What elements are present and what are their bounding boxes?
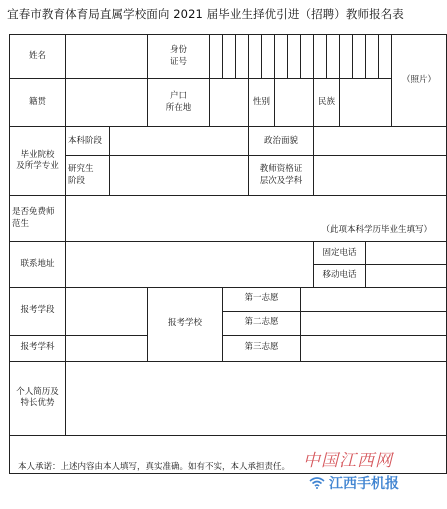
pledge-text: 本人承诺：上述内容由本人填写，真实准确。如有不实，本人承担责任。 bbox=[18, 462, 291, 472]
undergrad-field[interactable] bbox=[110, 127, 249, 156]
second-choice-label: 第二志愿 bbox=[223, 311, 301, 335]
gender-field[interactable] bbox=[275, 79, 314, 127]
hukou-field[interactable] bbox=[210, 79, 249, 127]
first-choice-label: 第一志愿 bbox=[223, 287, 301, 311]
id-number-label: 身份 证号 bbox=[148, 35, 210, 79]
photo-box[interactable] bbox=[392, 35, 447, 127]
teacher-cert-field[interactable] bbox=[314, 156, 447, 196]
second-choice-field[interactable] bbox=[301, 311, 447, 335]
apply-subject-field[interactable] bbox=[66, 335, 148, 361]
id-digit-13[interactable] bbox=[366, 35, 379, 79]
resume-field[interactable] bbox=[66, 361, 447, 435]
native-place-field[interactable] bbox=[66, 79, 148, 127]
id-digit-11[interactable] bbox=[340, 35, 353, 79]
mobile-field[interactable] bbox=[366, 265, 447, 287]
resume-label: 个人简历及 特长优势 bbox=[10, 361, 66, 435]
id-digit-7[interactable] bbox=[288, 35, 301, 79]
address-field[interactable] bbox=[66, 242, 314, 287]
ethnicity-field[interactable] bbox=[340, 79, 392, 127]
mobile-label: 移动电话 bbox=[314, 265, 366, 287]
id-digit-3[interactable] bbox=[236, 35, 249, 79]
watermark-brand: 中国江西网 bbox=[303, 451, 393, 471]
id-digit-6[interactable] bbox=[275, 35, 288, 79]
landline-field[interactable] bbox=[366, 242, 447, 265]
id-digit-2[interactable] bbox=[223, 35, 236, 79]
watermark-app-label: 江西手机报 bbox=[329, 476, 399, 492]
apply-school-label: 报考学校 bbox=[148, 287, 223, 361]
apply-section-field[interactable] bbox=[66, 287, 148, 335]
id-digit-5[interactable] bbox=[262, 35, 275, 79]
photo-label: （照片） bbox=[402, 74, 437, 85]
id-digit-4[interactable] bbox=[249, 35, 262, 79]
id-digit-14[interactable] bbox=[379, 35, 392, 79]
id-digit-10[interactable] bbox=[327, 35, 340, 79]
ethnicity-label: 民族 bbox=[314, 79, 340, 127]
id-digit-9[interactable] bbox=[314, 35, 327, 79]
name-label: 姓名 bbox=[10, 35, 66, 79]
id-digit-1[interactable] bbox=[210, 35, 223, 79]
political-status-field[interactable] bbox=[314, 127, 447, 156]
id-digit-12[interactable] bbox=[353, 35, 366, 79]
undergrad-label: 本科阶段 bbox=[66, 127, 110, 156]
registration-form-table bbox=[9, 34, 447, 474]
apply-section-label: 报考学段 bbox=[10, 287, 66, 335]
hukou-label: 户口 所在地 bbox=[148, 79, 210, 127]
address-label: 联系地址 bbox=[10, 242, 66, 287]
teacher-cert-label: 教师资格证 层次及学科 bbox=[249, 156, 314, 196]
free-normal-student-label: 是否免费师 范生 bbox=[10, 196, 66, 242]
graduate-label: 研究生 阶段 bbox=[66, 156, 110, 196]
landline-label: 固定电话 bbox=[314, 242, 366, 265]
watermark-app bbox=[309, 473, 399, 493]
gender-label: 性别 bbox=[249, 79, 275, 127]
free-normal-note: （此项本科学历毕业生填写） bbox=[321, 224, 433, 235]
id-digit-8[interactable] bbox=[301, 35, 314, 79]
school-major-label: 毕业院校 及所学专业 bbox=[10, 127, 66, 196]
wifi-icon bbox=[309, 477, 325, 489]
third-choice-label: 第三志愿 bbox=[223, 335, 301, 361]
graduate-field[interactable] bbox=[110, 156, 249, 196]
political-status-label: 政治面貌 bbox=[249, 127, 314, 156]
name-field[interactable] bbox=[66, 35, 148, 79]
free-normal-student-field[interactable] bbox=[66, 196, 447, 242]
native-place-label: 籍贯 bbox=[10, 79, 66, 127]
first-choice-field[interactable] bbox=[301, 287, 447, 311]
third-choice-field[interactable] bbox=[301, 335, 447, 361]
apply-subject-label: 报考学科 bbox=[10, 335, 66, 361]
form-title: 宜春市教育体育局直属学校面向 2021 届毕业生择优引进（招聘）教师报名表 bbox=[7, 7, 404, 21]
